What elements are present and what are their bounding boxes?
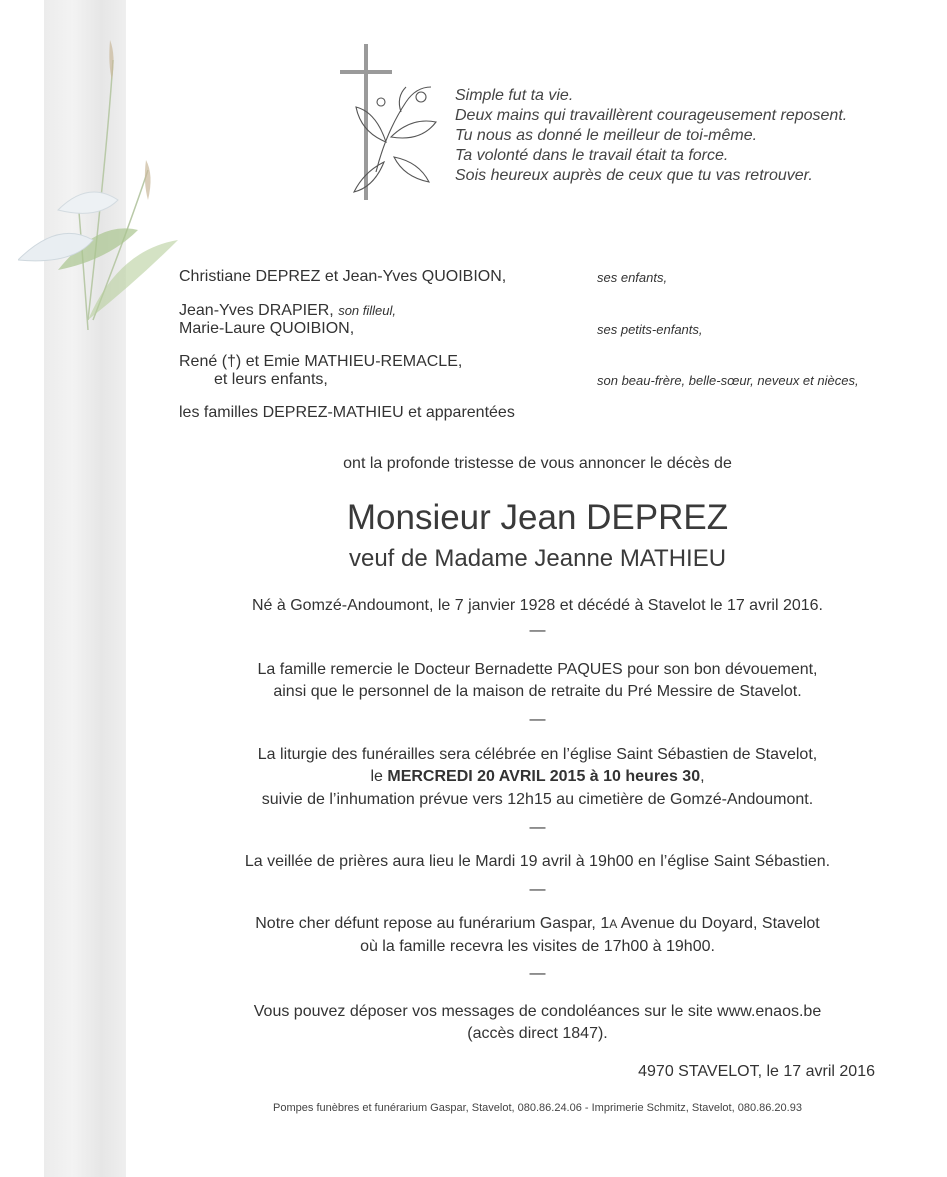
separator: — [529, 819, 546, 836]
place-date: 4970 STAVELOT, le 17 avril 2016 [638, 1063, 875, 1080]
cross-icon [336, 42, 440, 202]
grandchildren-relation: ses petits-enfants, [597, 322, 703, 337]
funeral-date: MERCREDI 20 AVRIL 2015 à 10 heures 30 [387, 768, 701, 785]
thanks-line: La famille remercie le Docteur Bernadette PAQUES pour son bon dévouement, [257, 661, 818, 678]
funeral-line2-suffix: , [700, 768, 705, 785]
separator: — [529, 881, 546, 898]
repose-line1 [180, 913, 895, 935]
families-line: les familles DEPREZ-MATHIEU et apparentées [179, 404, 515, 421]
separator: — [529, 622, 546, 639]
poem-line: Tu nous as donné le meilleur de toi-même. [455, 127, 758, 144]
announcement: ont la profonde tristesse de vous annoncer le décès de [343, 455, 732, 472]
birth-death: Né à Gomzé-Andoumont, le 7 janvier 1928 et décédé à Stavelot le 17 avril 2016. [251, 597, 823, 614]
grandchild-name: Marie-Laure QUOIBION, [179, 320, 355, 337]
thanks-line: ainsi que le personnel de la maison de retraite du Pré Messire de Stavelot. [273, 683, 802, 700]
condolences-line: (accès direct 1847). [467, 1025, 608, 1042]
funeral-line1: La liturgie des funérailles sera célébrée en l’église Saint Sébastien de Stavelot, [257, 746, 818, 763]
funeral-line2 [180, 766, 895, 788]
poem-line: Deux mains qui travaillèrent courageusement reposent. [455, 107, 848, 124]
repose-line2: où la famille recevra les visites de 17h00 à 19h00. [360, 938, 715, 955]
repose-suffix: Avenue du Doyard, Stavelot [617, 915, 820, 932]
widow-of: veuf de Madame Jeanne MATHIEU [348, 545, 727, 572]
inlaws-relation: son beau-frère, belle-sœur, neveux et nièces, [597, 373, 859, 388]
children-relation: ses enfants, [597, 270, 668, 285]
repose-sc: A [609, 917, 618, 931]
separator: — [529, 965, 546, 982]
funeral-line2-prefix: le [370, 768, 388, 785]
godson-name: Jean-Yves DRAPIER, [179, 302, 334, 319]
deceased-name: Monsieur Jean DEPREZ [346, 498, 729, 537]
condolences-line: Vous pouvez déposer vos messages de condoléances sur le site www.enaos.be [253, 1003, 822, 1020]
godson-note: son filleul, [338, 303, 396, 318]
poem-line: Simple fut ta vie. [455, 87, 574, 104]
separator: — [529, 711, 546, 728]
poem-line: Ta volonté dans le travail était ta force. [455, 147, 729, 164]
inlaws-names: René (†) et Emie MATHIEU-REMACLE, [179, 353, 463, 370]
godson-line [179, 302, 396, 319]
vigil: La veillée de prières aura lieu le Mardi 19 avril à 19h00 en l’église Saint Sébastien. [244, 853, 831, 870]
poem [455, 86, 925, 186]
poem-line: Sois heureux auprès de ceux que tu vas retrouver. [455, 167, 813, 184]
inlaws-children: et leurs enfants, [214, 371, 328, 388]
repose-prefix: Notre cher défunt repose au funérarium Gaspar, 1 [255, 915, 610, 932]
funeral-line3: suivie de l’inhumation prévue vers 12h15 au cimetière de Gomzé-Andoumont. [261, 791, 814, 808]
footer: Pompes funèbres et funérarium Gaspar, Stavelot, 080.86.24.06 - Imprimerie Schmitz, Stavelot, 080.86.20.93 [273, 1102, 802, 1114]
calla-lily-icon [18, 20, 188, 360]
children-names: Christiane DEPREZ et Jean-Yves QUOIBION, [179, 268, 507, 285]
